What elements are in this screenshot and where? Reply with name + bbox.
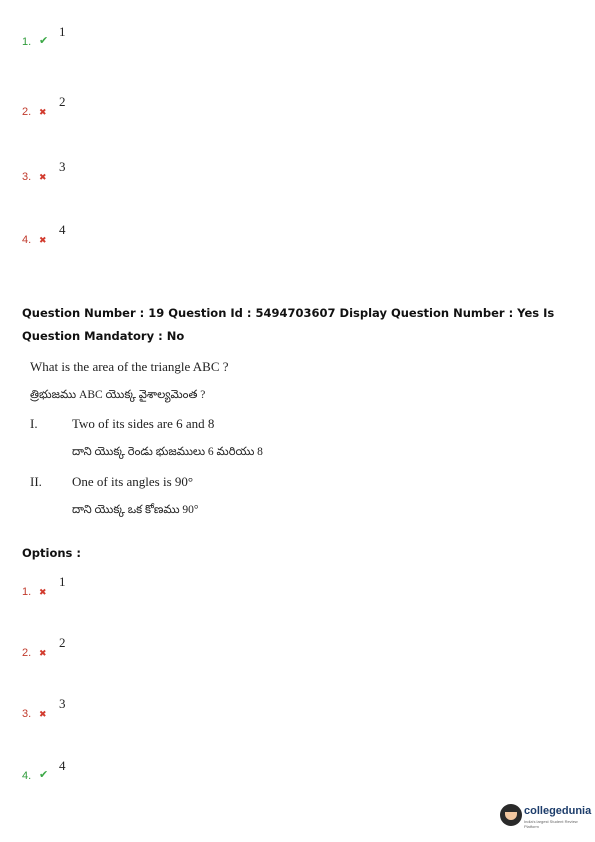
option-value: 3 [59, 696, 66, 711]
option-number: 2. [22, 647, 32, 659]
option-number: 1. [22, 36, 32, 48]
option-number: 2. [22, 106, 32, 118]
statement-1-roman: I. [30, 416, 38, 431]
cross-icon: ✖ [39, 172, 47, 182]
question-text-english: What is the area of the triangle ABC ? [30, 359, 229, 374]
cross-icon: ✖ [39, 107, 47, 117]
question-text-telugu: త్రిభుజము ABC యొక్క వైశాల్యమెంత ? [30, 389, 206, 401]
option-value: 1 [59, 574, 66, 589]
option-value: 4 [59, 222, 66, 237]
question-header: Question Number : 19 Question Id : 5494703607 Display Question Number : Yes Is Question Mandatory : No [22, 306, 555, 343]
options-label: Options : [22, 546, 81, 560]
logo-brand: collegedunia [524, 805, 592, 817]
cross-icon: ✖ [39, 648, 47, 658]
statement-1-english: Two of its sides are 6 and 8 [72, 416, 215, 431]
option-value: 4 [59, 758, 66, 773]
option-number: 4. [22, 770, 32, 782]
mascot-icon [500, 804, 522, 826]
statement-2-telugu: దాని యొక్క ఒక కోణము 90° [72, 504, 199, 516]
check-icon: ✔ [39, 769, 49, 781]
option-value: 1 [59, 24, 66, 39]
cross-icon: ✖ [39, 587, 47, 597]
option-value: 2 [59, 635, 66, 650]
check-icon: ✔ [39, 35, 49, 47]
option-number: 1. [22, 586, 32, 598]
cross-icon: ✖ [39, 235, 47, 245]
collegedunia-logo [500, 802, 590, 830]
statement-1-telugu: దాని యొక్క రెండు భుజములు 6 మరియు 8 [72, 446, 263, 458]
option-value: 3 [59, 159, 66, 174]
cross-icon: ✖ [39, 709, 47, 719]
statement-2-english: One of its angles is 90° [72, 474, 194, 489]
statement-2-roman: II. [30, 474, 42, 489]
option-value: 2 [59, 94, 66, 109]
option-number: 3. [22, 708, 32, 720]
option-number: 4. [22, 234, 32, 246]
logo-tagline: India's largest Student Review Platform [524, 819, 578, 829]
option-number: 3. [22, 171, 32, 183]
